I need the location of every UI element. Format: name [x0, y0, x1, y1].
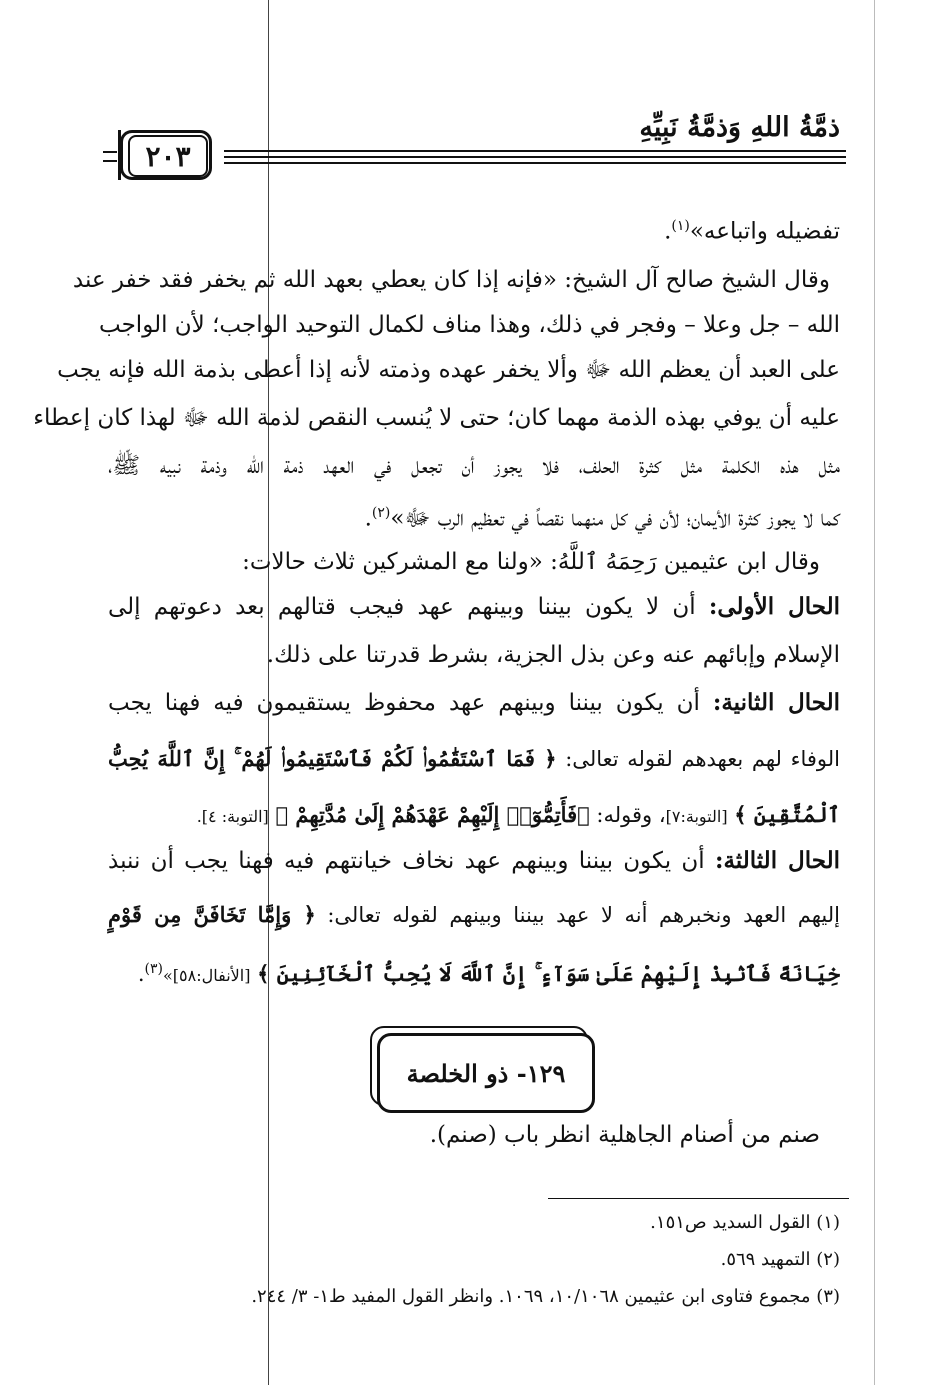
header-rule-mid [224, 156, 846, 158]
state2-quran-end: ٱلْمُتَّقِينَ ﴾ [734, 802, 840, 827]
line-text: كما لا يجوز كثرة الأيمان؛ لأن في كل منهما نقصاً في تعظيم الرب ﷻ» [390, 505, 840, 532]
page-number: ٢٠٣ [128, 135, 208, 177]
state2-ref2: [التوبة: ٤]. [196, 807, 269, 826]
state2-quran2: ﴿فَأَتِمُّوٓا۟ إِلَيْهِمْ عَهْدَهُمْ إِلَىٰ مُدَّتِهِمْ ﴾ [275, 802, 590, 827]
footnote-3: (٣) مجموع فتاوى ابن عثيمين ١٠/١٠٦٨، ١٠٦٩. وانظر القول المفيد ط١- ٣/ ٢٤٤. [251, 1286, 840, 1307]
state3-ref: [الأنفال:٥٨]» [162, 966, 251, 985]
state2-line [108, 681, 840, 725]
body-line-5: عليه أن يوفي بهذه الذمة مهما كان؛ حتى لا يُنسب النقص لذمة الله ﷻ لهذا كان إعطاء [33, 405, 840, 431]
body-line-8: وقال ابن عثيمين رَحِمَهُ ٱللَّهُ: «ولنا مع المشركين ثلاث حالات: [242, 549, 820, 575]
footnote-1: (١) القول السديد ص١٥١. [650, 1212, 840, 1233]
state3-cont [108, 893, 840, 937]
state3-quran: ﴿ وَإِمَّا تَخَافَنَّ مِن قَوْمٍ [108, 902, 316, 927]
state1-text: أن لا يكون بيننا وبينهم عهد فيجب قتالهم بعد دعوتهم إلى [108, 594, 696, 620]
state1-cont: الإسلام وإبائهم عنه وعن بذل الجزية، بشرط قدرتنا على ذلك. [266, 642, 840, 668]
state2-text: أن يكون بيننا وبينهم عهد محفوظ يستقيمون فيه فهنا يجب [108, 690, 700, 716]
state3-cont2: خِيَانَةً فَٱنۢبِذْ إِلَيْهِمْ عَلَىٰ سَوَآءٍ ۚ إِنَّ ٱللَّهَ لَا يُحِبُّ ٱلْخَآئِنِينَ ﴾ [الأنفال:٥٨]»$^{(٣)}$. [137, 961, 840, 986]
footnote-mark-3: (٣) [144, 961, 163, 977]
footnote-rule [548, 1198, 849, 1199]
body-line-2: وقال الشيخ صالح آل الشيخ: «فإنه إذا كان يعطي بعهد الله ثم يخفر فقد خفر عند [72, 267, 830, 293]
state3-text: أن يكون بيننا وبينهم عهد نخاف خيانتهم فيه فهنا يجب أن ننبذ [108, 848, 705, 874]
body-line-6: مثل هذه الكلمة مثل كثرة الحلف، فلا يجوز أن تجعل في العهد ذمة الله وذمة نبيه ﷺ، [108, 453, 840, 479]
body-line-1: تفضيله واتباعه»$^{(١)}$. [664, 218, 840, 245]
state3-label: الحال الثالثة: [714, 847, 840, 874]
state2-ref1: [التوبة:٧] [665, 807, 728, 826]
line-text: تفضيله واتباعه» [689, 218, 840, 245]
section-heading-box [370, 1026, 595, 1112]
state2-quran: ﴿ فَمَا ٱسْتَقَٰمُوا۟ لَكُمْ فَٱسْتَقِيمُوا۟ لَهُمْ ۚ إِنَّ ٱللَّهَ يُحِبُّ [108, 746, 557, 771]
body-line-7: كما لا يجوز كثرة الأيمان؛ لأن في كل منهما نقصاً في تعظيم الرب ﷻ»$^{(٢)}$. [364, 505, 840, 532]
header-rule-left-top [103, 151, 117, 153]
header-rule-left-bottom [103, 160, 117, 162]
section-heading: ١٢٩- ذو الخلصة [377, 1033, 595, 1113]
body-line-3: الله – جل وعلا – وفجر في ذلك، وهذا مناف لكمال التوحيد الواجب؛ لأن الواجب [99, 312, 840, 338]
footnote-2: (٢) التمهيد ٥٦٩. [720, 1249, 840, 1270]
state1-line [108, 585, 840, 629]
section-text: صنم من أصنام الجاهلية انظر باب (صنم). [429, 1122, 820, 1148]
running-header-title: ذمَّةُ اللهِ وَذمَّةُ نَبِيِّهِ [639, 112, 840, 143]
state2-cont-pre: الوفاء لهم بعهدهم لقوله تعالى: [565, 747, 840, 771]
header-rule-top [224, 150, 846, 152]
state1-label: الحال الأولى: [708, 593, 840, 620]
state2-label: الحال الثانية: [712, 689, 840, 716]
state3-quran2: خِيَانَةً فَٱنۢبِذْ إِلَيْهِمْ عَلَىٰ سَوَآءٍ ۚ إِنَّ ٱللَّهَ لَا يُحِبُّ ٱلْخَآئِنِينَ ﴾ [257, 961, 840, 986]
state2-and: ، وقوله: [596, 803, 666, 827]
scan-line-right [874, 0, 875, 1385]
footnote-mark-1: (١) [671, 218, 690, 234]
footnote-mark-2: (٢) [371, 505, 391, 521]
state3-line [108, 839, 840, 883]
header-rule-bottom [224, 162, 846, 164]
state2-cont [108, 737, 840, 781]
state3-cont-text: إليهم العهد ونخبرهم أنه لا عهد بيننا وبينهم لقوله تعالى: [327, 903, 840, 927]
body-line-4: على العبد أن يعظم الله ﷻ وألا يخفر عهده وذمته لأنه إذا أعطى بذمة الله فإنه يجب [57, 357, 840, 383]
state2-cont2 [197, 793, 840, 837]
